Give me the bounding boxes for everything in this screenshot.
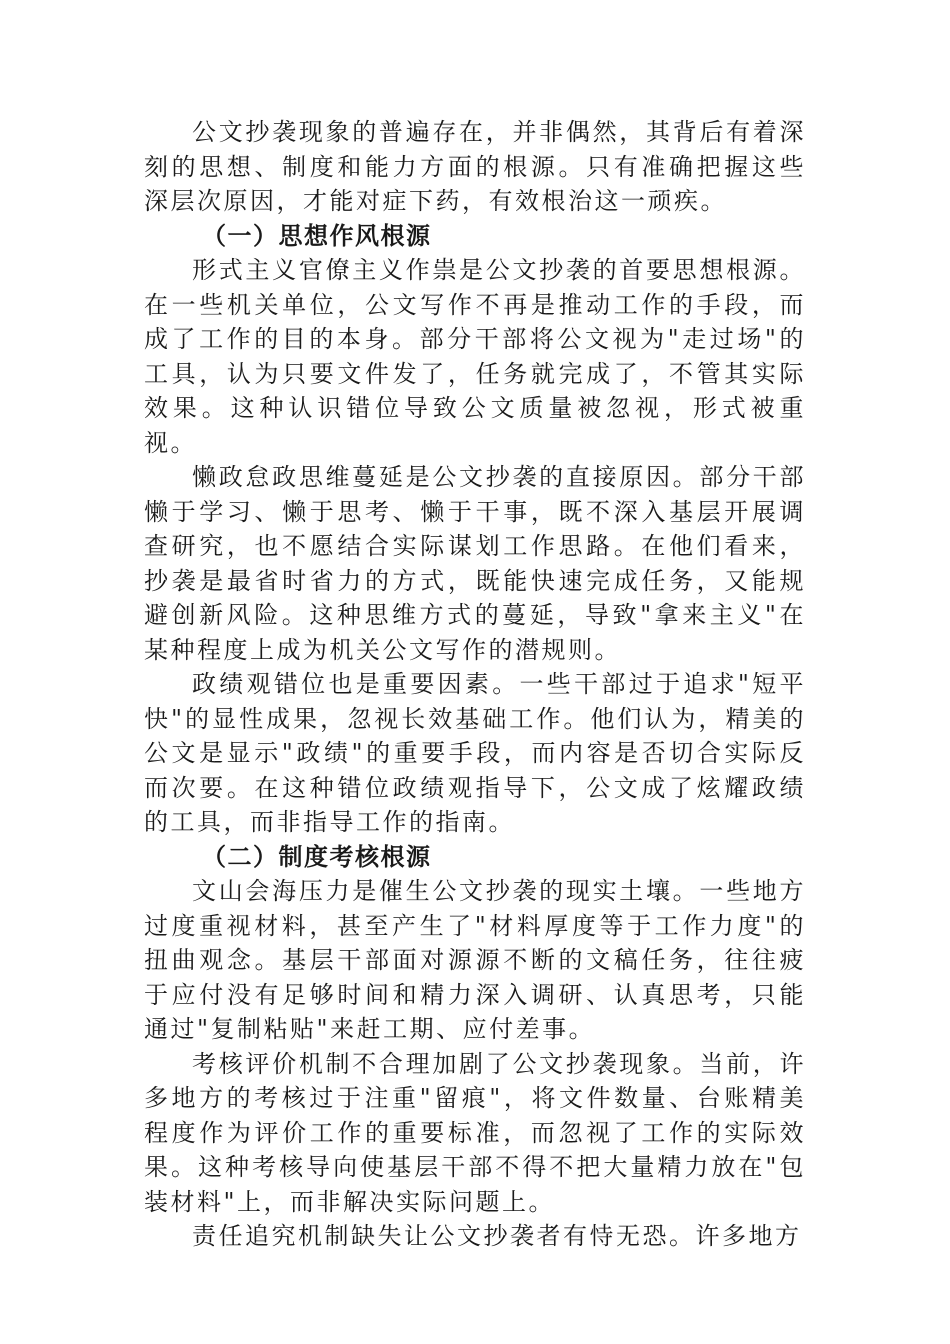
section-heading-system: （二）制度考核根源: [202, 841, 432, 871]
paragraph-intro: 公文抄袭现象的普遍存在，并非偶然，其背后有着深刻的思想、制度和能力方面的根源。只有准确把握这些深层次原因，才能对症下药，有效根治这一顽疾。: [144, 118, 806, 215]
section-heading-ideology: （一）思想作风根源: [202, 220, 432, 250]
paragraph-laziness: 懒政怠政思维蔓延是公文抄袭的直接原因。部分干部懒于学习、懒于思考、懒于干事，既不深入基层开展调查研究，也不愿结合实际谋划工作思路。在他们看来，抄袭是最省时省力的方式，既能快速完成任务，又能规避创新风险。这种思维方式的蔓延，导致"拿来主义"在某种程度上成为机关公文写作的潜规则。: [144, 463, 806, 664]
paragraph-accountability: 责任追究机制缺失让公文抄袭者有恃无恐。许多地方: [192, 1222, 802, 1250]
paragraph-evaluation: 考核评价机制不合理加剧了公文抄袭现象。当前，许多地方的考核过于注重"留痕"，将文件数量、台账精美程度作为评价工作的重要标准，而忽视了工作的实际效果。这种考核导向使基层干部不得不把大量精力放在"包装材料"上，而非解决实际问题上。: [144, 1049, 806, 1216]
paragraph-formalism: 形式主义官僚主义作祟是公文抄袭的首要思想根源。在一些机关单位，公文写作不再是推动工作的手段，而成了工作的目的本身。部分干部将公文视为"走过场"的工具，认为只要文件发了，任务就完成了，不管其实际效果。这种认识错位导致公文质量被忽视，形式被重视。: [144, 256, 806, 457]
paragraph-achievement-view: 政绩观错位也是重要因素。一些干部过于追求"短平快"的显性成果，忽视长效基础工作。他们认为，精美的公文是显示"政绩"的重要手段，而内容是否切合实际反而次要。在这种错位政绩观指导下，公文成了炫耀政绩的工具，而非指导工作的指南。: [144, 670, 806, 836]
document-page: [144, 115, 806, 1254]
paragraph-paperwork-pressure: 文山会海压力是催生公文抄袭的现实土壤。一些地方过度重视材料，甚至产生了"材料厚度等于工作力度"的扭曲观念。基层干部面对源源不断的文稿任务，往往疲于应付没有足够时间和精力深入调研、认真思考，只能通过"复制粘贴"来赶工期、应付差事。: [144, 877, 806, 1043]
